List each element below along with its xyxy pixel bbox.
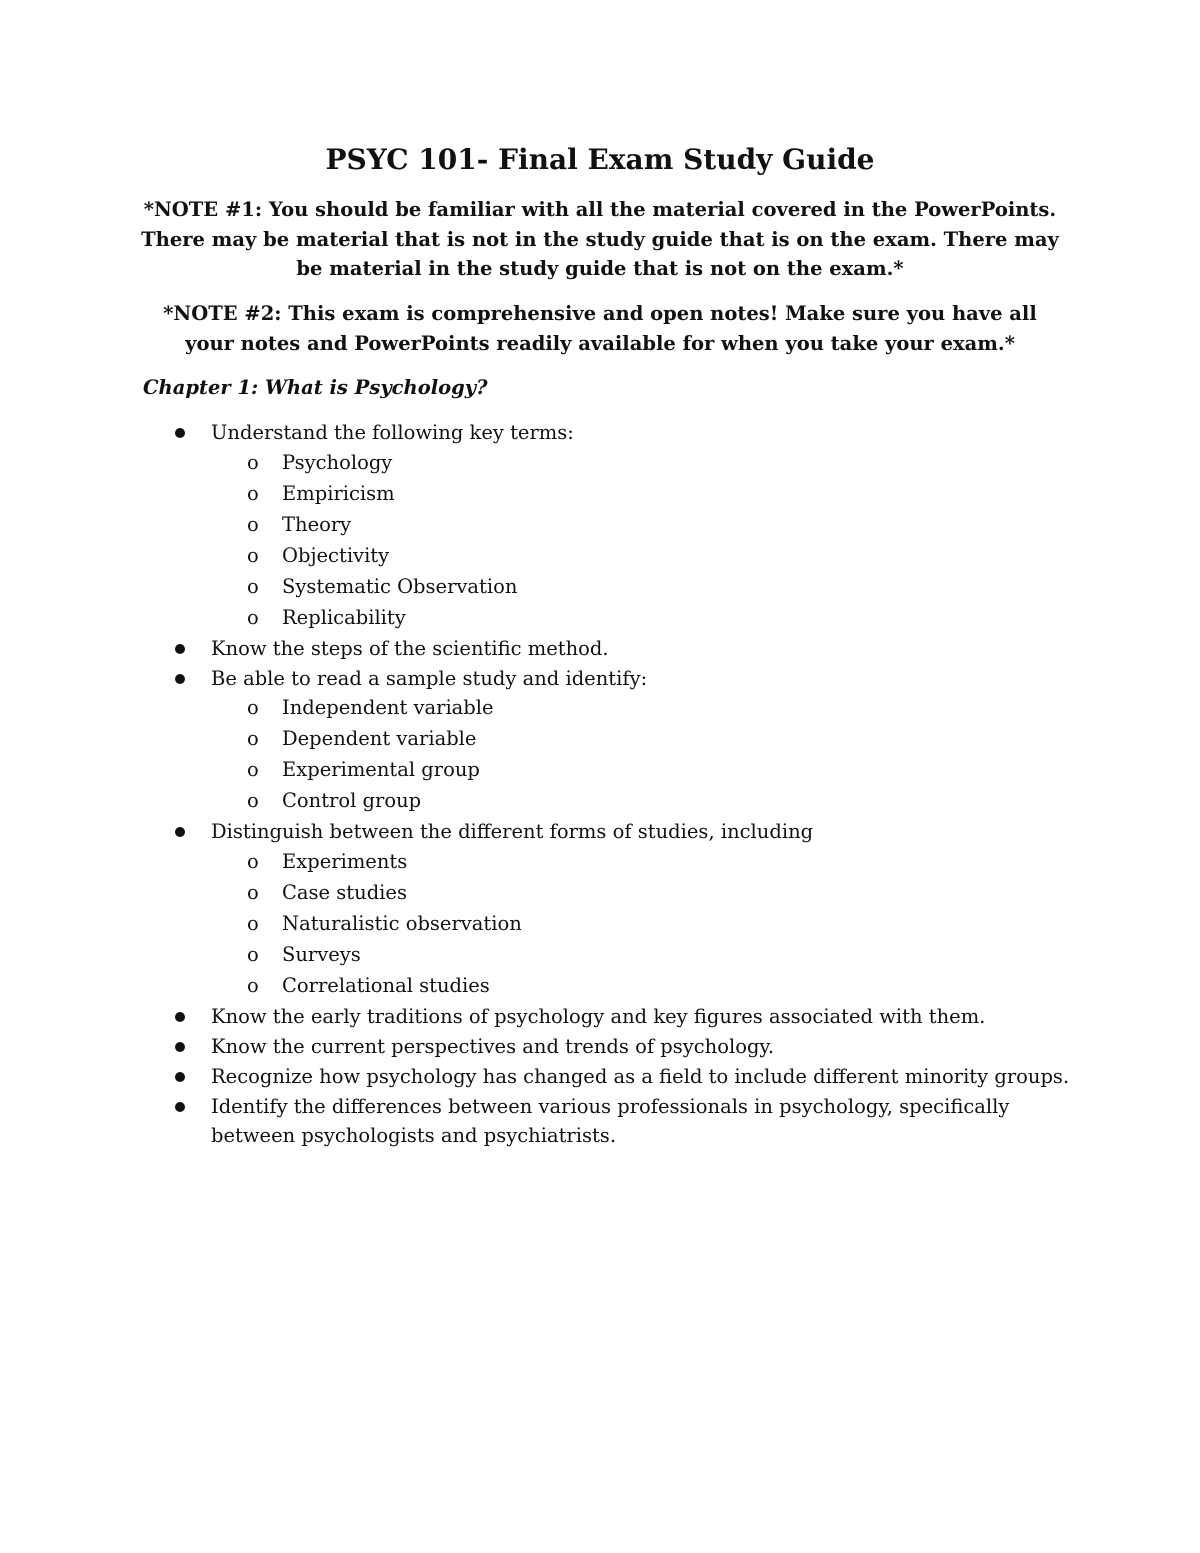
list-item: Know the steps of the scientific method. bbox=[211, 636, 609, 660]
page-title: PSYC 101- Final Exam Study Guide bbox=[325, 143, 875, 176]
chapter-heading: Chapter 1: What is Psychology? bbox=[143, 376, 488, 399]
list-item-continuation: between psychologists and psychiatrists. bbox=[211, 1124, 617, 1148]
sub-bullet-icon: o bbox=[247, 450, 259, 474]
sub-bullet-icon: o bbox=[247, 543, 259, 567]
sub-list-item: Empiricism bbox=[282, 481, 395, 505]
bullet-icon bbox=[175, 644, 185, 654]
sub-list-item: Naturalistic observation bbox=[282, 912, 522, 936]
sub-bullet-icon: o bbox=[247, 512, 259, 536]
list-item: Know the early traditions of psychology and key figures associated with them. bbox=[211, 1005, 986, 1029]
list-item: Be able to read a sample study and identify: bbox=[211, 666, 648, 690]
sub-bullet-icon: o bbox=[247, 943, 259, 967]
sub-bullet-icon: o bbox=[247, 605, 259, 629]
sub-bullet-icon: o bbox=[247, 974, 259, 998]
sub-bullet-icon: o bbox=[247, 850, 259, 874]
list-item: Understand the following key terms: bbox=[211, 421, 574, 444]
sub-list-item: Correlational studies bbox=[282, 974, 490, 998]
sub-list-item: Experiments bbox=[282, 850, 408, 874]
list-item: Recognize how psychology has changed as a field to include different minority groups. bbox=[211, 1064, 1070, 1088]
sub-list-item: Case studies bbox=[282, 881, 407, 905]
bullet-icon bbox=[175, 827, 185, 837]
sub-list-item: Psychology bbox=[282, 450, 393, 474]
sub-list-item: Theory bbox=[282, 512, 352, 536]
sub-list-item: Surveys bbox=[282, 943, 361, 967]
sub-list-item: Systematic Observation bbox=[282, 574, 518, 598]
bullet-icon bbox=[175, 1102, 185, 1112]
list-item: Distinguish between the different forms of studies, including bbox=[211, 820, 814, 844]
note-1: *NOTE #1: You should be familiar with all the material covered in the PowerPoints. There may be material that is not in the study guide that is on the exam. There may be material in the study guide that is not on the exam.* bbox=[141, 198, 1059, 280]
note-2: *NOTE #2: This exam is comprehensive and open notes! Make sure you have all your notes and PowerPoints readily available for when you take your exam.* bbox=[163, 302, 1037, 355]
sub-bullet-icon: o bbox=[247, 758, 259, 782]
list-item: Know the current perspectives and trends of psychology. bbox=[211, 1035, 775, 1058]
sub-list-item: Dependent variable bbox=[282, 727, 477, 751]
sub-list-item: Objectivity bbox=[282, 543, 390, 567]
list-item: Identify the differences between various professionals in psychology, specifically bbox=[211, 1094, 1010, 1118]
bullet-icon bbox=[175, 1072, 185, 1082]
sub-bullet-icon: o bbox=[247, 912, 259, 936]
sub-list-item: Experimental group bbox=[282, 758, 480, 782]
bullet-icon bbox=[175, 1042, 185, 1052]
sub-bullet-icon: o bbox=[247, 789, 259, 813]
sub-bullet-icon: o bbox=[247, 481, 259, 505]
sub-bullet-icon: o bbox=[247, 881, 259, 905]
bullet-icon bbox=[175, 674, 185, 684]
sub-list-item: Independent variable bbox=[282, 696, 494, 720]
sub-bullet-icon: o bbox=[247, 727, 259, 751]
sub-list-item: Replicability bbox=[282, 605, 406, 629]
sub-list-item: Control group bbox=[282, 789, 422, 813]
bullet-icon bbox=[175, 428, 185, 438]
bullet-icon bbox=[175, 1012, 185, 1022]
sub-bullet-icon: o bbox=[247, 574, 259, 598]
sub-bullet-icon: o bbox=[247, 696, 259, 720]
